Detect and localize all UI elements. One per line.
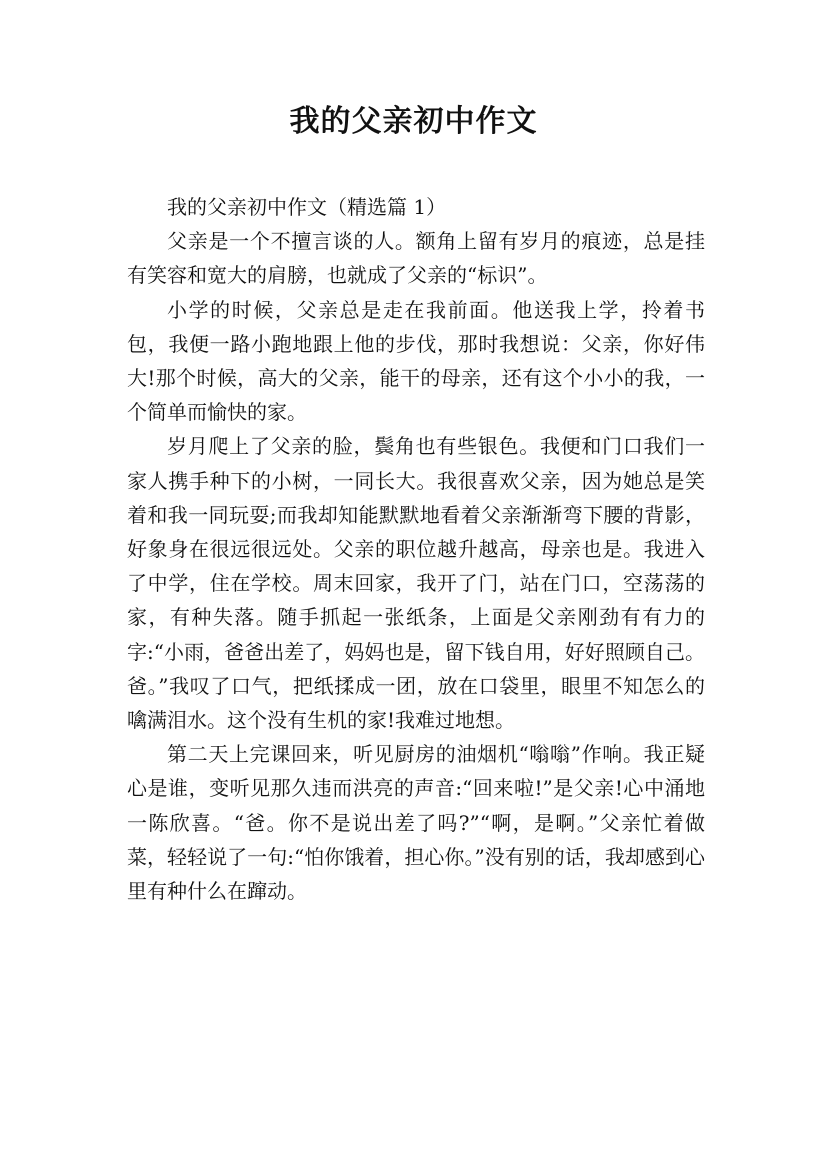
paragraph-2: 小学的时候，父亲总是走在我前面。他送我上学，拎着书包，我便一路小跑地跟上他的步伐，那时我想说：父亲，你好伟大!那个时候，高大的父亲，能干的母亲，还有这个小小的我，一个简单而愉快的家。	[127, 297, 705, 425]
paragraph-1: 父亲是一个不擅言谈的人。额角上留有岁月的痕迹，总是挂有笑容和宽大的肩膀，也就成了父亲的“标识”。	[127, 229, 705, 288]
document-title: 我的父亲初中作文	[289, 104, 538, 139]
paragraph-3: 岁月爬上了父亲的脸，鬓角也有些银色。我便和门口我们一家人携手种下的小树，一同长大。我很喜欢父亲，因为她总是笑着和我一同玩耍;而我却知能默默地看着父亲渐渐弯下腰的背影，好象身在很远很远处。父亲的职位越升越高，母亲也是。我进入了中学，住在学校。周末回家，我开了门，站在门口，空荡荡的家，有种失落。随手抓起一张纸条，上面是父亲刚劲有有力的字:“小雨，爸爸出差了，妈妈也是，留下钱自用，好好照顾自己。爸。”我叹了口气，把纸揉成一团，放在口袋里，眼里不知怎么的噙满泪水。这个没有生机的家!我难过地想。	[127, 434, 705, 733]
document-subtitle: 我的父亲初中作文（精选篇 1）	[167, 195, 447, 219]
document-body	[127, 190, 705, 908]
paragraph-4: 第二天上完课回来，听见厨房的油烟机“嗡嗡”作响。我正疑心是谁，变听见那久违而洪亮的声音:“回来啦!”是父亲!心中涌地一陈欣喜。“爸。你不是说出差了吗?”“啊，是啊。”父亲忙着做菜，轻轻说了一句:“怕你饿着，担心你。”没有别的话，我却感到心里有种什么在蹿动。	[127, 742, 705, 904]
